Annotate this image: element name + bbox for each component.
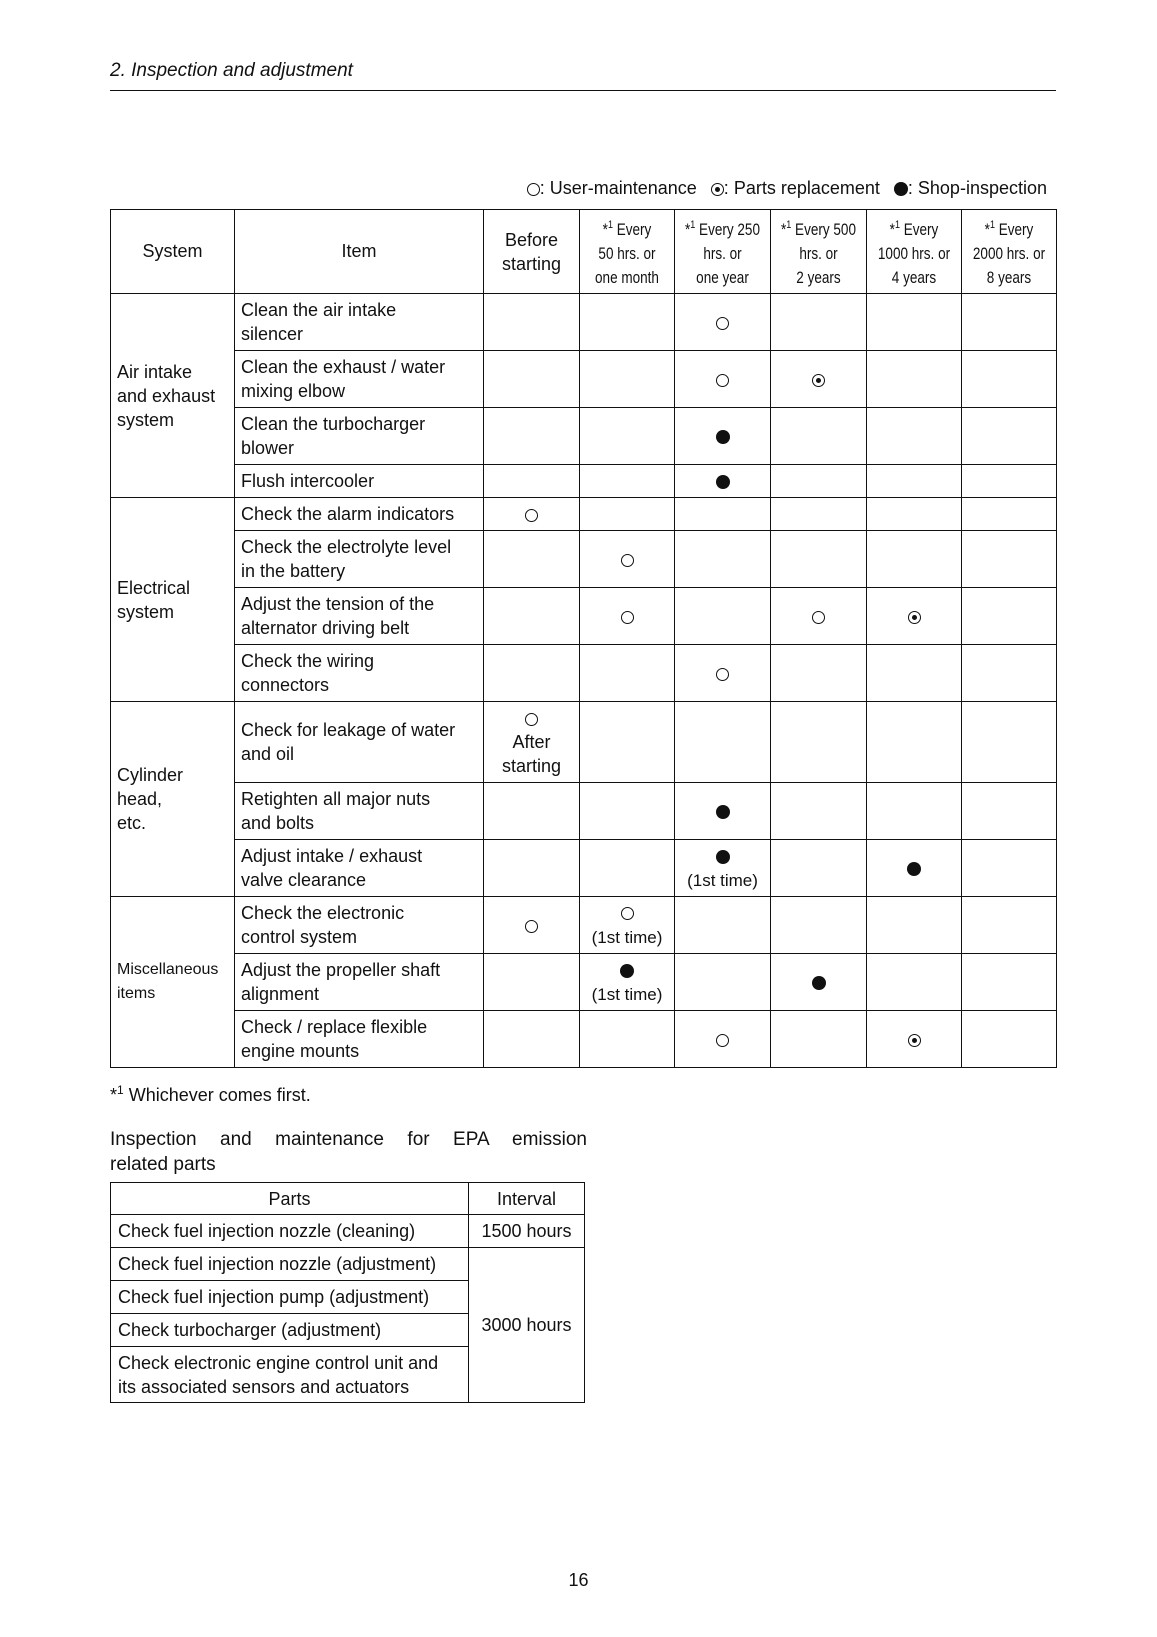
table-row bbox=[111, 840, 1057, 897]
item-check-replace-engine-mounts: Check / replace flexible engine mounts bbox=[235, 1011, 484, 1068]
title-rule bbox=[110, 90, 1056, 91]
table-row bbox=[111, 702, 1057, 783]
user-maintenance-icon bbox=[527, 183, 540, 196]
epa-header-parts: Parts bbox=[111, 1183, 469, 1215]
header-item: Item bbox=[235, 210, 484, 294]
item-clean-air-intake-silencer: Clean the air intake silencer bbox=[235, 294, 484, 351]
user-maintenance-icon bbox=[812, 611, 825, 624]
shop-inspection-icon bbox=[716, 475, 730, 489]
item-check-electrolyte-level: Check the electrolyte level in the battery bbox=[235, 531, 484, 588]
system-air-intake-exhaust: Air intake and exhaust system bbox=[111, 294, 235, 498]
parts-replacement-icon bbox=[908, 611, 921, 624]
item-check-electronic-control-system: Check the electronic control system bbox=[235, 897, 484, 954]
table-row bbox=[111, 588, 1057, 645]
system-miscellaneous: Miscellaneous items bbox=[111, 897, 235, 1068]
table-row bbox=[111, 351, 1057, 408]
page-number: 16 bbox=[568, 1570, 589, 1590]
item-adjust-alternator-belt-tension: Adjust the tension of the alternator driving belt bbox=[235, 588, 484, 645]
epa-interval: 3000 hours bbox=[469, 1248, 585, 1403]
item-check-leakage-water-oil: Check for leakage of water and oil bbox=[235, 702, 484, 783]
first-time-note: (1st time) bbox=[687, 870, 758, 890]
user-maintenance-icon bbox=[525, 920, 538, 933]
footnote: *$^1$ Whichever comes first. bbox=[110, 1083, 311, 1105]
header-every-2000: *$^1$ Every 2000 hrs. or 8 years bbox=[962, 210, 1057, 294]
user-maintenance-icon bbox=[621, 611, 634, 624]
epa-part: Check fuel injection nozzle (adjustment) bbox=[111, 1248, 469, 1281]
shop-inspection-icon bbox=[620, 964, 634, 978]
item-clean-exhaust-water-mixing-elbow: Clean the exhaust / water mixing elbow bbox=[235, 351, 484, 408]
legend: : User-maintenance : Parts replacement : Shop-inspection bbox=[110, 178, 1047, 199]
epa-heading: Inspection and maintenance for EPA emission related parts bbox=[110, 1129, 587, 1175]
shop-inspection-icon bbox=[907, 862, 921, 876]
system-cylinder-head: Cylinder head, etc. bbox=[111, 702, 235, 897]
item-adjust-propeller-shaft-alignment: Adjust the propeller shaft alignment bbox=[235, 954, 484, 1011]
legend-parts-replacement: Parts replacement bbox=[733, 178, 880, 198]
epa-part: Check fuel injection pump (adjustment) bbox=[111, 1281, 469, 1314]
shop-inspection-icon bbox=[812, 976, 826, 990]
parts-replacement-icon bbox=[711, 183, 724, 196]
epa-part: Check fuel injection nozzle (cleaning) bbox=[111, 1215, 469, 1248]
item-check-alarm-indicators: Check the alarm indicators bbox=[235, 498, 484, 531]
shop-inspection-icon bbox=[716, 850, 730, 864]
epa-part: Check turbocharger (adjustment) bbox=[111, 1314, 469, 1347]
header-before-starting: Before starting bbox=[484, 210, 580, 294]
header-every-1000: *$^1$ Every 1000 hrs. or 4 years bbox=[867, 210, 962, 294]
user-maintenance-icon bbox=[621, 907, 634, 920]
item-check-wiring-connectors: Check the wiring connectors bbox=[235, 645, 484, 702]
epa-parts-table bbox=[110, 1182, 585, 1403]
table-row bbox=[111, 465, 1057, 498]
table-row bbox=[111, 1011, 1057, 1068]
user-maintenance-icon bbox=[716, 1034, 729, 1047]
item-adjust-valve-clearance: Adjust intake / exhaust valve clearance bbox=[235, 840, 484, 897]
first-time-note: (1st time) bbox=[591, 927, 663, 947]
legend-shop-inspection: Shop-inspection bbox=[917, 178, 1047, 198]
header-every-250: *$^1$ Every 250 hrs. or one year bbox=[675, 210, 771, 294]
epa-interval: 1500 hours bbox=[469, 1215, 585, 1248]
system-electrical: Electrical system bbox=[111, 498, 235, 702]
epa-header-interval: Interval bbox=[469, 1183, 585, 1215]
header-every-500: *$^1$ Every 500 hrs. or 2 years bbox=[771, 210, 867, 294]
table-row bbox=[111, 954, 1057, 1011]
table-row bbox=[111, 645, 1057, 702]
first-time-note: (1st time) bbox=[591, 984, 663, 1004]
maintenance-schedule-table bbox=[110, 209, 1057, 1068]
user-maintenance-icon bbox=[621, 554, 634, 567]
legend-user-maintenance: User-maintenance bbox=[549, 178, 697, 198]
table-row bbox=[111, 1215, 585, 1248]
table-row bbox=[111, 408, 1057, 465]
item-clean-turbocharger-blower: Clean the turbocharger blower bbox=[235, 408, 484, 465]
table-row bbox=[111, 531, 1057, 588]
shop-inspection-icon bbox=[716, 430, 730, 444]
table-row bbox=[111, 498, 1057, 531]
after-starting-note: After starting bbox=[484, 702, 580, 783]
user-maintenance-icon bbox=[716, 374, 729, 387]
shop-inspection-icon bbox=[894, 182, 908, 196]
user-maintenance-icon bbox=[716, 317, 729, 330]
user-maintenance-icon bbox=[716, 668, 729, 681]
user-maintenance-icon bbox=[525, 509, 538, 522]
user-maintenance-icon bbox=[525, 713, 538, 726]
table-row bbox=[111, 1248, 585, 1281]
epa-part: Check electronic engine control unit and its associated sensors and actuators bbox=[111, 1347, 469, 1403]
table-row bbox=[111, 294, 1057, 351]
table-header-row bbox=[111, 210, 1057, 294]
parts-replacement-icon bbox=[908, 1034, 921, 1047]
table-row bbox=[111, 897, 1057, 954]
item-flush-intercooler: Flush intercooler bbox=[235, 465, 484, 498]
header-every-50: *$^1$ Every 50 hrs. or one month bbox=[580, 210, 675, 294]
item-retighten-nuts-bolts: Retighten all major nuts and bolts bbox=[235, 783, 484, 840]
header-system: System bbox=[111, 210, 235, 294]
epa-header-row bbox=[111, 1183, 585, 1215]
shop-inspection-icon bbox=[716, 805, 730, 819]
parts-replacement-icon bbox=[812, 374, 825, 387]
section-title: 2. Inspection and adjustment bbox=[110, 60, 353, 81]
table-row bbox=[111, 783, 1057, 840]
